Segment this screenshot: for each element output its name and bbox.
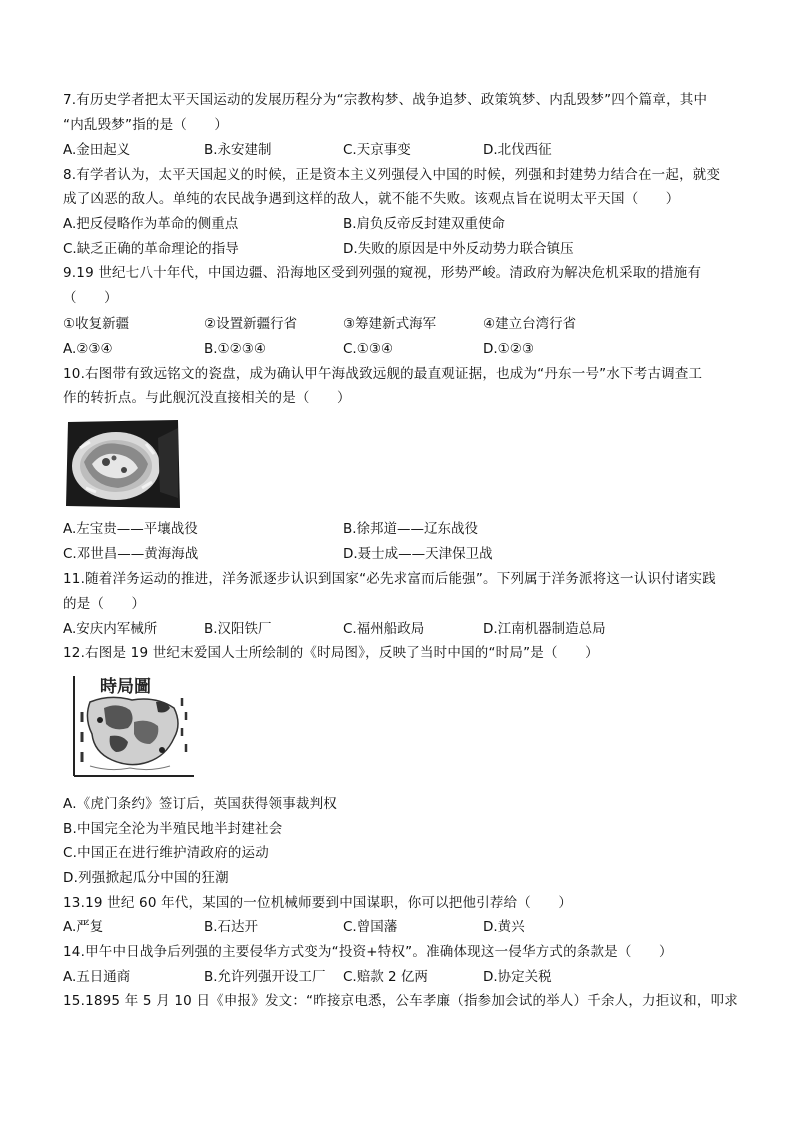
option-c[interactable]: C.福州船政局: [343, 621, 425, 637]
question-9-stem-cont: （ ）: [63, 290, 118, 306]
plate-image: [66, 418, 182, 510]
option-c[interactable]: C.曾国藩: [343, 919, 398, 935]
question-12-option-c[interactable]: C.中国正在进行维护清政府的运动: [63, 845, 269, 861]
option-d[interactable]: D.黄兴: [483, 919, 525, 935]
option-b[interactable]: B.徐邦道——辽东战役: [343, 521, 479, 537]
question-13-stem: 13.19 世纪 60 年代，某国的一位机械师要到中国谋职，你可以把他引荐给（ ）: [63, 895, 573, 911]
option-b[interactable]: B.肩负反帝反封建双重使命: [343, 216, 506, 232]
question-10-stem: 10.右图带有致远铭文的瓷盘，成为确认甲午海战致远舰的最直观证据，也成为“丹东一号”水下考古调查工: [63, 366, 703, 382]
option-d[interactable]: D.①②③: [483, 341, 534, 357]
question-11-stem-cont: 的是（ ）: [63, 596, 146, 612]
porcelain-plate-photo: [66, 418, 182, 510]
question-14-stem: 14.甲午中日战争后列强的主要侵华方式变为“投资+特权”。准确体现这一侵华方式的条款是（ ）: [63, 944, 673, 960]
question-10-stem-cont: 作的转折点。与此舰沉没直接相关的是（ ）: [63, 390, 351, 406]
question-9-stem: 9.19 世纪七八十年代，中国边疆、沿海地区受到列强的窥视，形势严峻。清政府为解决危机采取的措施有: [63, 265, 702, 281]
option-b[interactable]: B.石达开: [204, 919, 259, 935]
option-d[interactable]: D.江南机器制造总局: [483, 621, 606, 637]
question-12-option-d[interactable]: D.列强掀起瓜分中国的狂潮: [63, 870, 229, 886]
option-b[interactable]: B.①②③④: [204, 341, 266, 357]
question-8-stem-cont: 成了凶恶的敌人。单纯的农民战争遇到这样的敌人，就不能不失败。该观点旨在说明太平天国（ ）: [63, 191, 680, 207]
option-d[interactable]: D.协定关税: [483, 969, 552, 985]
option-d[interactable]: D.失败的原因是中外反动势力联合镇压: [343, 241, 574, 257]
option-c[interactable]: C.缺乏正确的革命理论的指导: [63, 241, 239, 257]
option-b[interactable]: B.汉阳铁厂: [204, 621, 272, 637]
shiju-tu-map: [70, 672, 196, 778]
question-12-option-a[interactable]: A.《虎门条约》签订后，英国获得领事裁判权: [63, 796, 337, 812]
item-3: ③筹建新式海军: [343, 316, 437, 332]
option-a[interactable]: A.左宝贵——平壤战役: [63, 521, 198, 537]
option-d[interactable]: D.聂士成——天津保卫战: [343, 546, 493, 562]
option-c[interactable]: C.邓世昌——黄海海战: [63, 546, 199, 562]
option-c[interactable]: C.天京事变: [343, 142, 411, 158]
option-a[interactable]: A.安庆内军械所: [63, 621, 158, 637]
map-title: 時局圖: [100, 677, 151, 697]
option-b[interactable]: B.允许列强开设工厂: [204, 969, 326, 985]
question-12-stem: 12.右图是 19 世纪末爱国人士所绘制的《时局图》，反映了当时中国的“时局”是（ ）: [63, 645, 599, 661]
question-7-stem-cont: “内乱毁梦”指的是（ ）: [63, 117, 229, 133]
option-b[interactable]: B.永安建制: [204, 142, 272, 158]
map-image: [70, 672, 196, 778]
question-15-stem: 15.1895 年 5 月 10 日《申报》发文：“昨接京电悉，公车孝廉（指参加会试的举人）千余人，力拒议和，叩求: [63, 993, 738, 1009]
option-c[interactable]: C.①③④: [343, 341, 394, 357]
option-a[interactable]: A.严复: [63, 919, 104, 935]
option-a[interactable]: A.把反侵略作为革命的侧重点: [63, 216, 239, 232]
item-1: ①收复新疆: [63, 316, 130, 332]
item-4: ④建立台湾行省: [483, 316, 577, 332]
question-11-stem: 11.随着洋务运动的推进，洋务派逐步认识到国家“必先求富而后能强”。下列属于洋务派将这一认识付诸实践: [63, 571, 716, 587]
option-a[interactable]: A.金田起义: [63, 142, 131, 158]
option-d[interactable]: D.北伐西征: [483, 142, 552, 158]
option-a[interactable]: A.②③④: [63, 341, 113, 357]
item-2: ②设置新疆行省: [204, 316, 298, 332]
question-7-stem: 7.有历史学者把太平天国运动的发展历程分为“宗教构梦、战争追梦、政策筑梦、内乱毁梦”四个篇章，其中: [63, 92, 708, 108]
option-c[interactable]: C.赔款 2 亿两: [343, 969, 428, 985]
option-a[interactable]: A.五日通商: [63, 969, 131, 985]
question-12-option-b[interactable]: B.中国完全沦为半殖民地半封建社会: [63, 821, 283, 837]
question-8-stem: 8.有学者认为，太平天国起义的时候，正是资本主义列强侵入中国的时候，列强和封建势力结合在一起，就变: [63, 167, 721, 183]
